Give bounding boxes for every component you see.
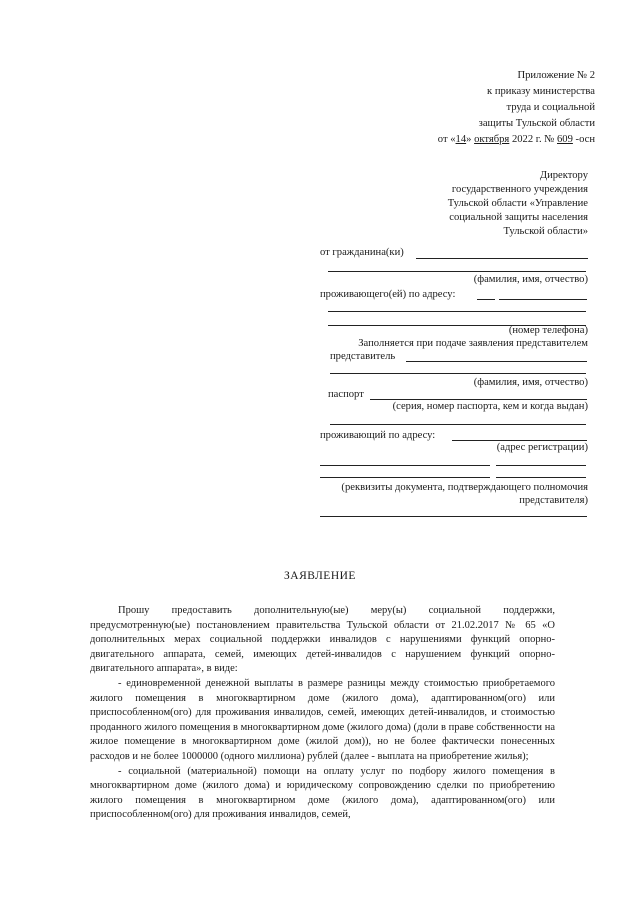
representative-field-line-2[interactable] [330,373,586,374]
appendix-line-4: защиты Тульской области [478,118,595,129]
address-field-a[interactable] [477,299,495,300]
registration-hint: (адрес регистрации) [496,442,588,453]
phone-hint: (номер телефона) [508,325,588,336]
doc-field-d[interactable] [496,477,586,478]
address-field-line-2[interactable] [328,311,586,312]
order-suffix: -осн [572,134,595,145]
passport-field[interactable] [370,399,587,400]
from-citizen-field[interactable] [416,258,588,259]
order-number: 609 [557,134,573,145]
addressee-line-1: Директору [539,170,588,181]
appendix-line-2: к приказу министерства [487,86,595,97]
order-prefix: от « [437,134,456,145]
residing-label: проживающего(ей) по адресу: [320,289,456,300]
appendix-line-3: труда и социальной [506,102,595,113]
addressee-line-5: Тульской области» [503,226,588,237]
doc-field-a[interactable] [320,465,490,466]
fio-field-line[interactable] [328,271,586,272]
doc-hint-2: представителя) [519,495,588,506]
paragraph-3: - социальной (материальной) помощи на оплату услуг по подбору жилого помещения в многоквартирном доме (жилого дома) и юридическому сопровождению сделки по приобретению жилого помещения в многоквартирном доме (жилого дома), адаптированном(ого) или приспособленном(ого) для проживания инвалидов, семей, [90,765,555,821]
order-year: 2022 г. № [509,134,557,145]
order-reference [438,134,595,145]
passport-field-line-2[interactable] [330,424,586,425]
addressee-line-2: государственного учреждения [451,184,588,195]
appendix-line-1: Приложение № 2 [517,70,595,81]
order-day: 14 [455,134,467,145]
registration-field[interactable] [452,440,587,441]
passport-label: паспорт [328,389,364,400]
document-title: ЗАЯВЛЕНИЕ [284,570,356,582]
representative-label: представитель [330,351,396,362]
representative-field[interactable] [406,361,587,362]
rep-note: Заполняется при подаче заявления представителем [358,338,588,349]
doc-hint-1: (реквизиты документа, подтверждающего полномочия [341,482,588,493]
fio-hint: (фамилия, имя, отчество) [473,274,588,285]
doc-field-c[interactable] [320,477,490,478]
statement-body [90,604,555,823]
doc-field-b[interactable] [496,465,586,466]
from-citizen-label: от гражданина(ки) [320,247,404,258]
doc-field-e[interactable] [320,516,587,517]
fio-hint-2: (фамилия, имя, отчество) [473,377,588,388]
paragraph-2: - единовременной денежной выплаты в размере разницы между стоимостью приобретаемого жилого помещения в многоквартирном доме (жилого дома), адаптированном(ого) или приспособленном(ого) для проживания инвалидов, семей, имеющих детей-инвалидов, и стоимостью проданного жилого помещения в многоквартирном доме (жилого дома) (доли в праве собственности на жилое помещение в многоквартирном доме (жилой дом)), но не более фактически понесенных расходов и не более 1000000 (одного миллиона) рублей (далее - выплата на приобретение жилья); [90,677,555,762]
order-mid: » [466,134,475,145]
addressee-line-3: Тульской области «Управление [447,198,588,209]
address-field-b[interactable] [499,299,587,300]
addressee-line-4: социальной защиты населения [449,212,588,223]
residing-label-2: проживающий по адресу: [320,430,436,441]
passport-hint: (серия, номер паспорта, кем и когда выдан) [392,401,588,412]
paragraph-1: Прошу предоставить дополнительную(ые) меру(ы) социальной поддержки, предусмотренную(ые) постановлением правительства Тульской области от 21.02.2017 № 65 «О дополнительных мерах социальной поддержки инвалидов с нарушениями функций опорно-двигательного аппарата, семей, имеющих детей-инвалидов с нарушением функций опорно-двигательного аппарата», в виде: [90,605,555,675]
order-month: октября [474,134,510,145]
